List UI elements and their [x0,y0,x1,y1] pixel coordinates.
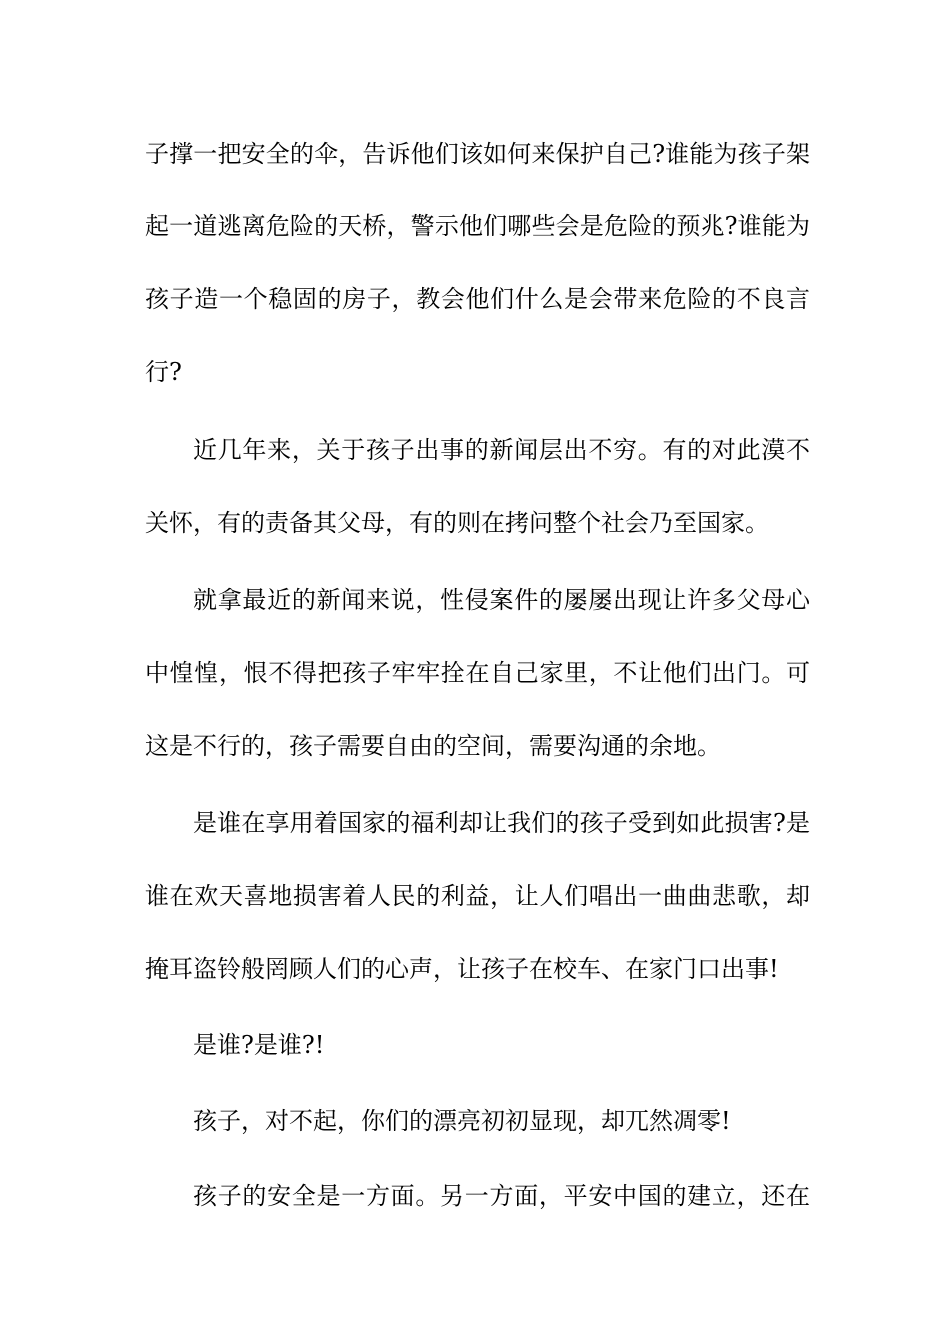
text-line-4: 行? [145,358,182,386]
text-line-9: 这是不行的，孩子需要自由的空间，需要沟通的余地。 [145,732,721,760]
text-line-13: 是谁?是谁?! [193,1031,325,1059]
text-line-3: 孩子造一个稳固的房子，教会他们什么是会带来危险的不良言 [145,285,810,313]
text-line-5: 近几年来，关于孩子出事的新闻层出不穷。有的对此漠不 [193,436,810,464]
text-line-1: 子撑一把安全的伞，告诉他们该如何来保护自己?谁能为孩子架 [145,140,810,168]
text-line-7: 就拿最近的新闻来说，性侵案件的屡屡出现让许多父母心 [193,586,810,614]
text-line-2: 起一道逃离危险的天桥，警示他们哪些会是危险的预兆?谁能为 [145,212,810,240]
text-line-14: 孩子，对不起，你们的漂亮初初显现，却兀然凋零! [193,1107,731,1135]
text-line-6: 关怀，有的责备其父母，有的则在拷问整个社会乃至国家。 [145,509,769,537]
text-line-10: 是谁在享用着国家的福利却让我们的孩子受到如此损害?是 [193,809,810,837]
text-line-12: 掩耳盗铃般罔顾人们的心声，让孩子在校车、在家门口出事! [145,955,779,983]
text-line-11: 谁在欢天喜地损害着人民的利益，让人们唱出一曲曲悲歌，却 [145,882,810,910]
text-line-15: 孩子的安全是一方面。另一方面，平安中国的建立，还在 [193,1182,810,1210]
text-line-8: 中惶惶，恨不得把孩子牢牢拴在自己家里，不让他们出门。可 [145,659,810,687]
